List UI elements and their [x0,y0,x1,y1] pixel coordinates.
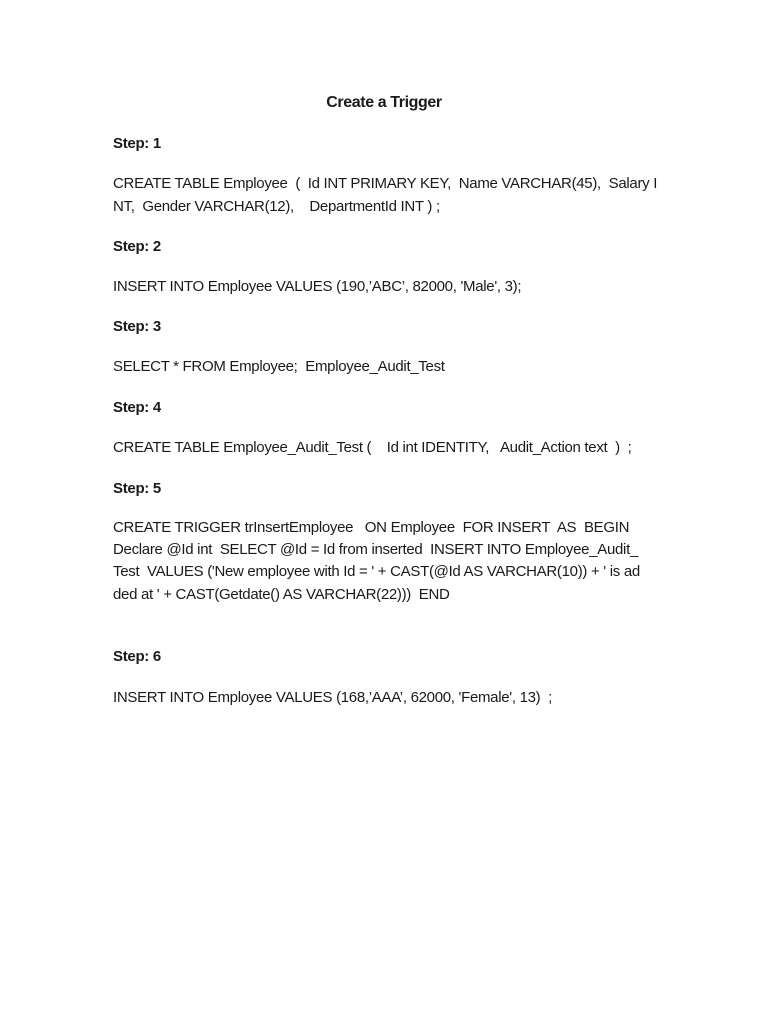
step-4-label: Step: 4 [113,399,161,416]
step-1-label: Step: 1 [113,135,161,152]
step-3-label: Step: 3 [113,318,161,335]
step-4-line-1: CREATE TABLE Employee_Audit_Test ( Id int IDENTITY, Audit_Action text ) ; [113,439,632,456]
step-2-label: Step: 2 [113,238,161,255]
step-5-line-1: CREATE TRIGGER trInsertEmployee ON Employee FOR INSERT AS BEGIN [113,519,630,536]
step-3-line-1: SELECT * FROM Employee; Employee_Audit_Test [113,358,445,375]
step-5-label: Step: 5 [113,480,161,497]
step-2-line-1: INSERT INTO Employee VALUES (190,’ABC’, 82000, 'Male', 3); [113,278,522,295]
page-title: Create a Trigger [326,94,442,111]
step-6-label: Step: 6 [113,648,161,665]
step-1-line-2: NT, Gender VARCHAR(12), DepartmentId INT ) ; [113,198,440,215]
step-6-line-1: INSERT INTO Employee VALUES (168,’AAA’, 62000, 'Female', 13) ; [113,689,552,706]
step-1-line-1: CREATE TABLE Employee ( Id INT PRIMARY KEY, Name VARCHAR(45), Salary I [113,175,658,192]
step-5-line-2: Declare @Id int SELECT @Id = Id from inserted INSERT INTO Employee_Audit_ [113,541,638,558]
step-5-line-4: ded at ' + CAST(Getdate() AS VARCHAR(22))) END [113,586,450,603]
step-5-line-3: Test VALUES ('New employee with Id = ' + CAST(@Id AS VARCHAR(10)) + ' is ad [113,563,640,580]
